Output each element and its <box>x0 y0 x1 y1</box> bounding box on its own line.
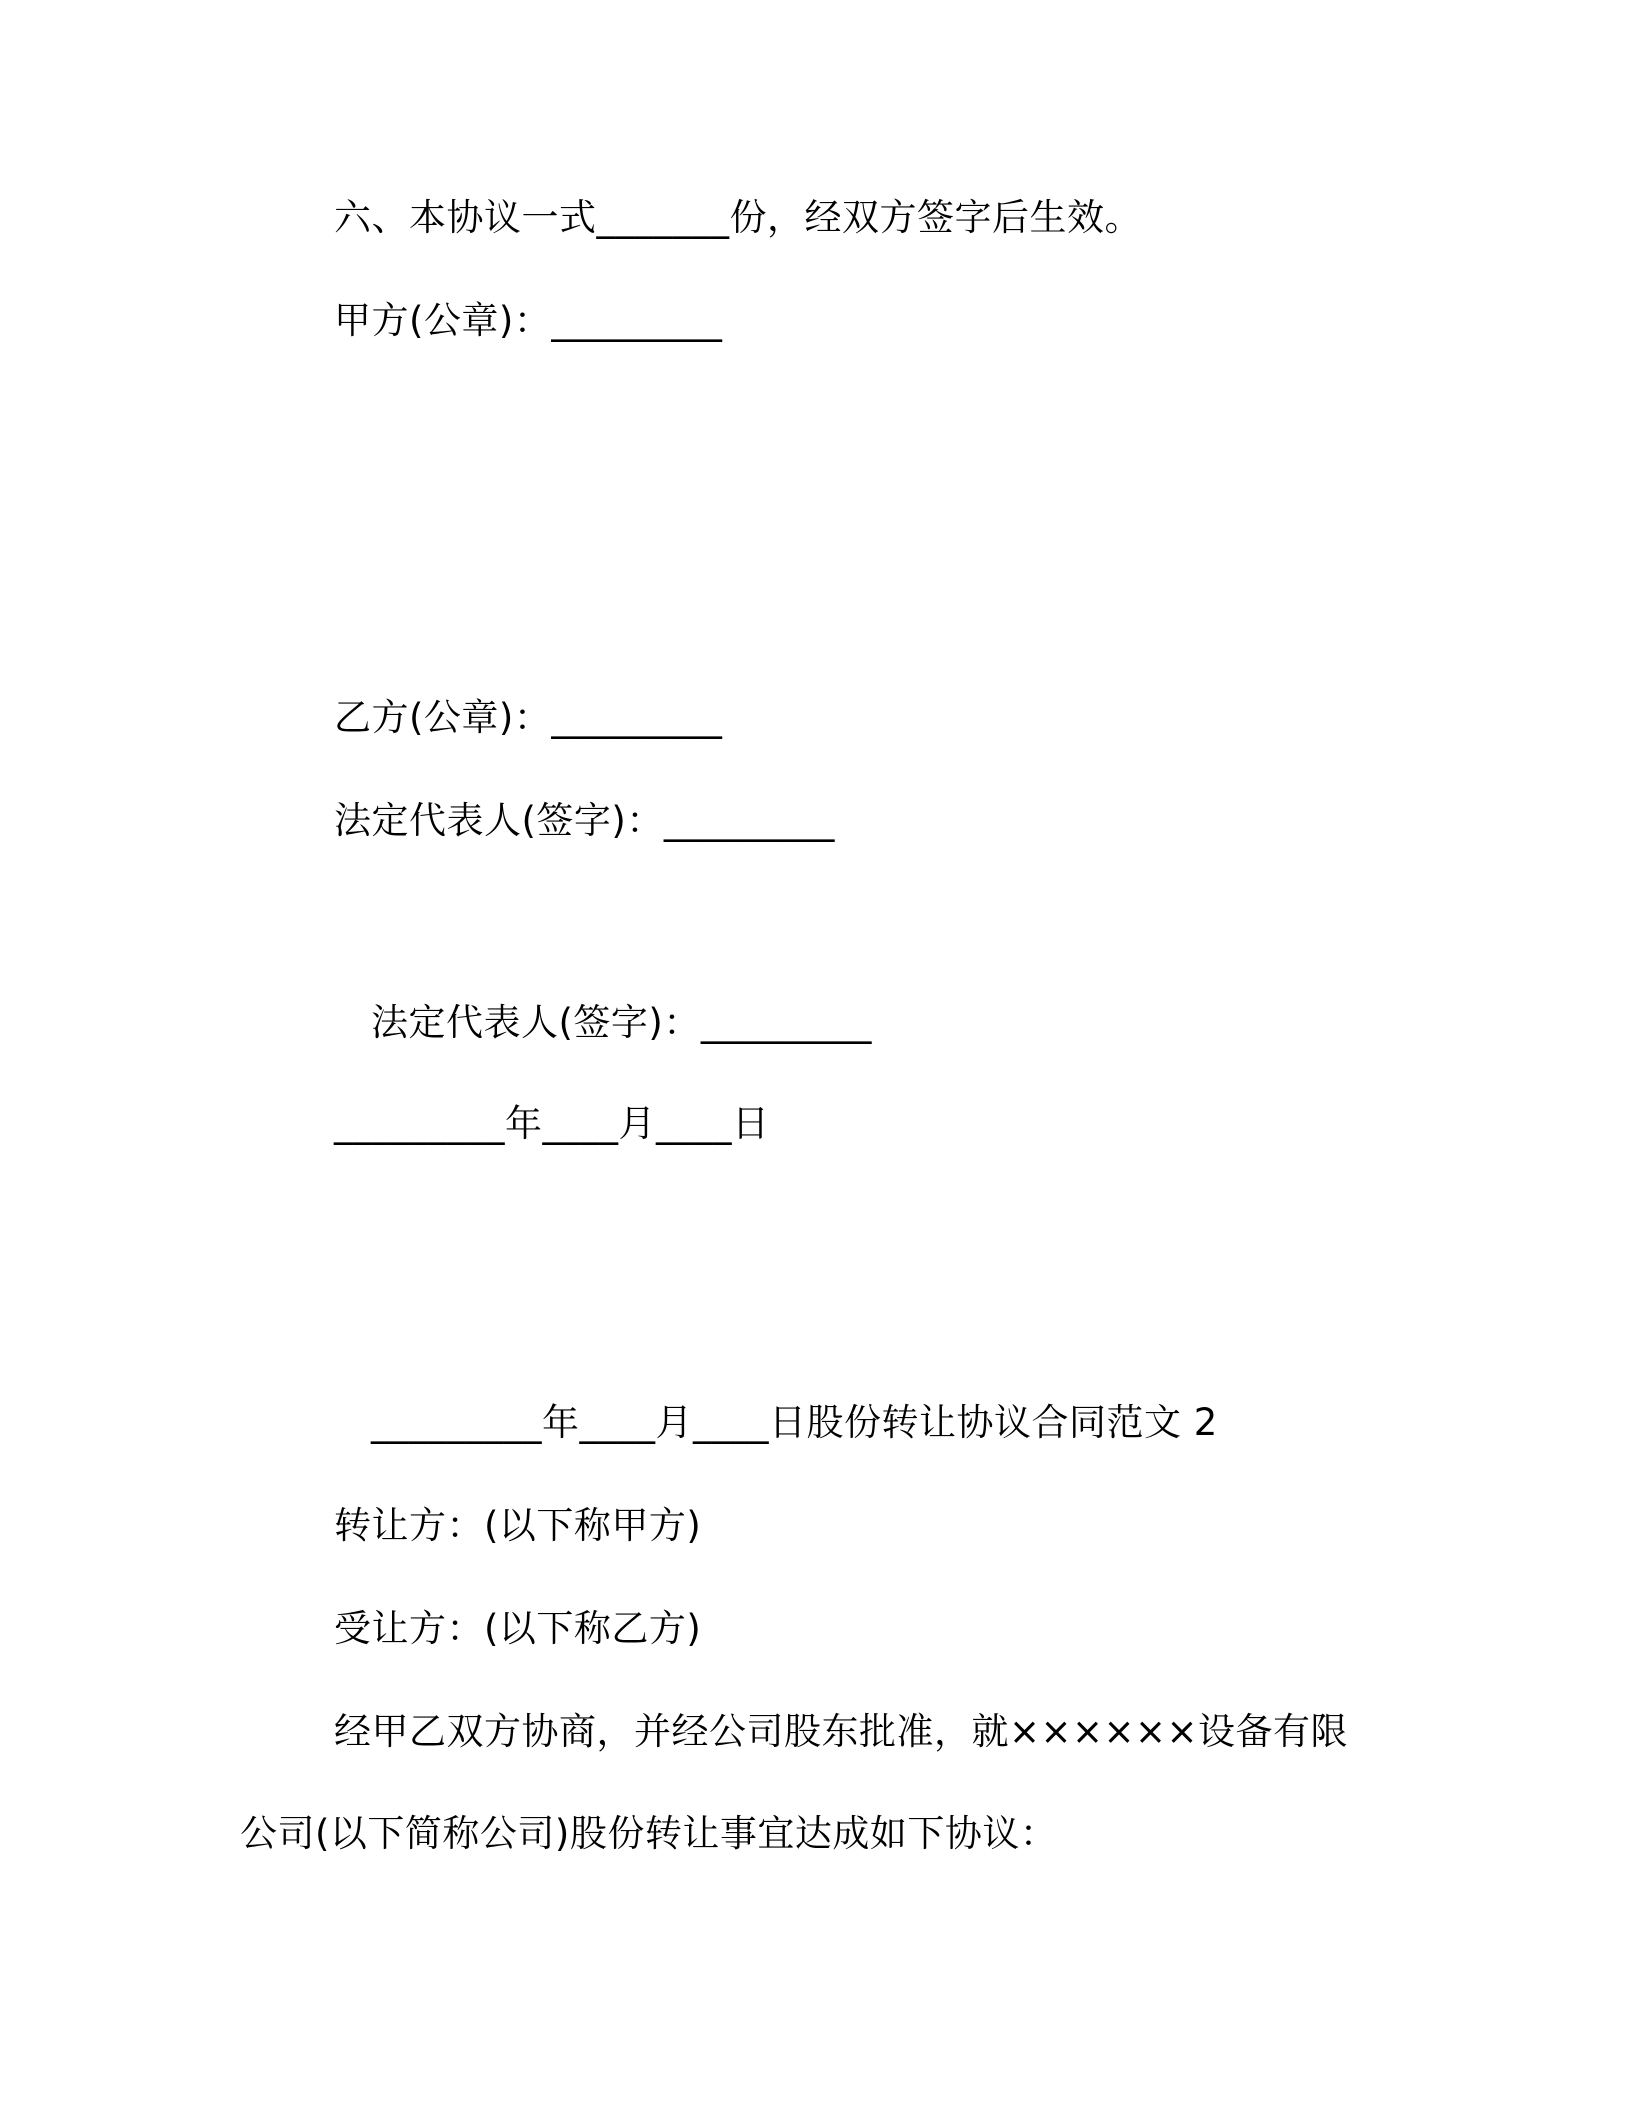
legal-rep-signature-line-2: 法定代表人(签字)：_________ <box>371 1001 872 1044</box>
transferor-line: 转让方：(以下称甲方) <box>334 1504 702 1547</box>
date-line: _________年____月____日 <box>334 1102 770 1145</box>
transferee-line: 受让方：(以下称乙方) <box>334 1607 702 1650</box>
intro-paragraph-line-2: 公司(以下简称公司)股份转让事宜达成如下协议： <box>240 1812 1058 1855</box>
party-a-seal-line: 甲方(公章)：_________ <box>334 299 723 342</box>
intro-paragraph-line-1: 经甲乙双方协商，并经公司股东批准，就××××××设备有限 <box>334 1710 1349 1753</box>
legal-rep-signature-line-1: 法定代表人(签字)：_________ <box>334 799 835 842</box>
clause-six: 六、本协议一式_______份，经双方签字后生效。 <box>334 196 1142 239</box>
section-title: _________年____月____日股份转让协议合同范文 2 <box>371 1401 1218 1444</box>
party-b-seal-line: 乙方(公章)：_________ <box>334 696 723 739</box>
